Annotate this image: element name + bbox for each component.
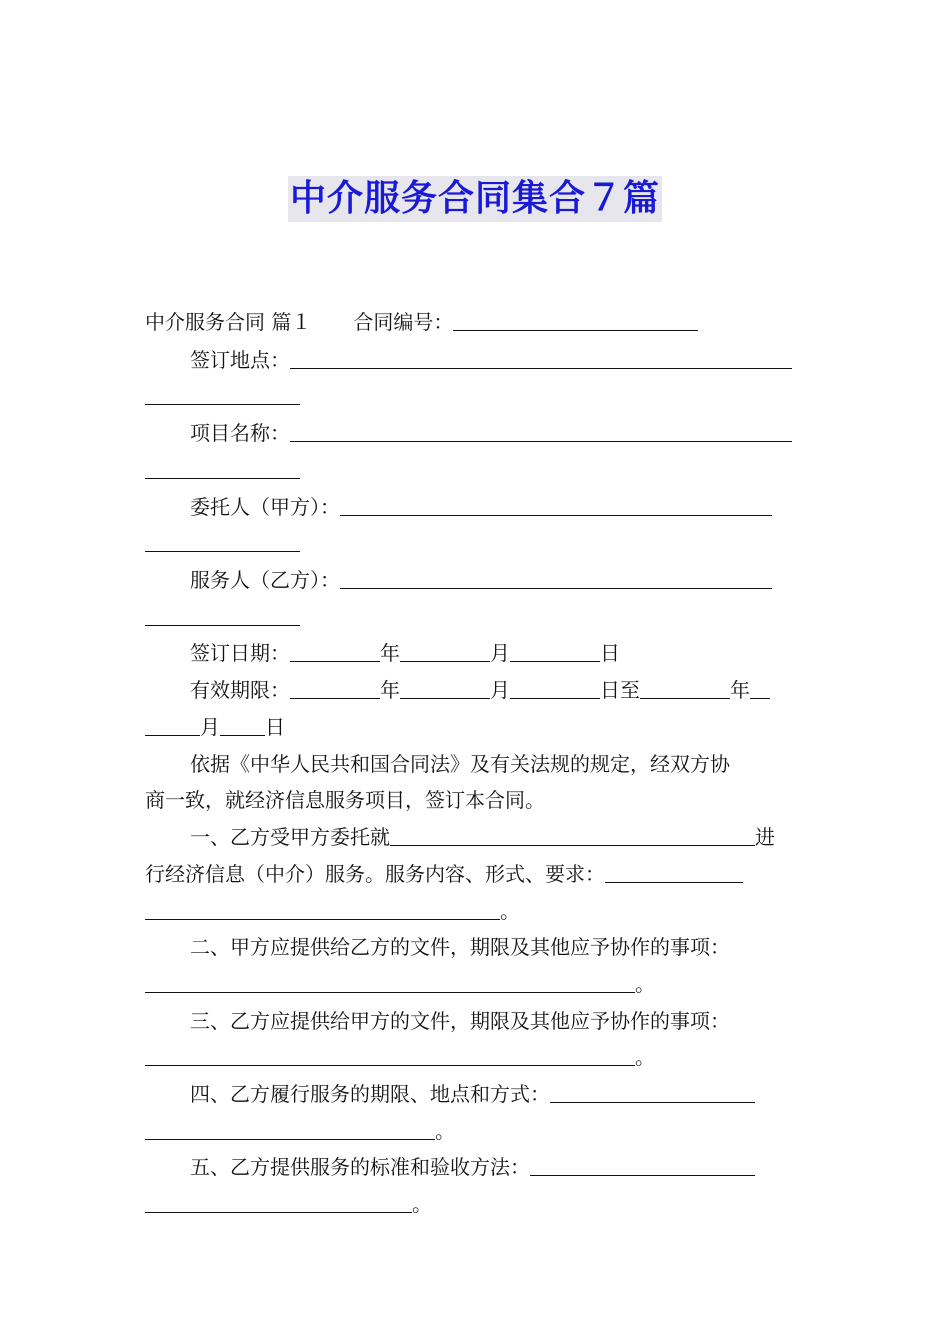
item-2-line-2 bbox=[145, 969, 805, 999]
item-2-text: 二、甲方应提供给乙方的文件，期限及其他应予协作的事项： bbox=[190, 935, 730, 959]
item-1-line-2 bbox=[145, 859, 805, 889]
month-label: 月 bbox=[490, 678, 510, 702]
day-label: 日 bbox=[265, 715, 285, 739]
month-label: 月 bbox=[200, 715, 220, 739]
item-1-line-3 bbox=[145, 896, 805, 926]
valid-end-day-blank[interactable] bbox=[220, 713, 265, 736]
project-name-label: 项目名称： bbox=[190, 421, 290, 445]
item-1-text-c: 行经济信息（中介）服务。服务内容、形式、要求： bbox=[145, 862, 605, 886]
day-label: 日 bbox=[600, 641, 620, 665]
item-4-text: 四、乙方履行服务的期限、地点和方式： bbox=[190, 1082, 550, 1106]
sign-year-blank[interactable] bbox=[290, 639, 380, 662]
contract-heading-line bbox=[145, 307, 805, 337]
valid-start-day-blank[interactable] bbox=[510, 676, 600, 699]
project-name-line bbox=[190, 418, 805, 448]
item-2-line-1 bbox=[190, 932, 805, 962]
item-1-line-1 bbox=[190, 822, 805, 852]
item-5-text: 五、乙方提供服务的标准和验收方法： bbox=[190, 1155, 530, 1179]
sign-place-blank-2[interactable] bbox=[145, 382, 300, 405]
sign-place-label: 签订地点： bbox=[190, 348, 290, 372]
project-name-line-2 bbox=[145, 455, 805, 485]
client-blank[interactable] bbox=[340, 493, 772, 516]
period-mark: 。 bbox=[500, 899, 520, 923]
valid-period-line-2 bbox=[145, 712, 805, 742]
valid-end-year-blank[interactable] bbox=[640, 676, 730, 699]
sign-place-line bbox=[190, 345, 805, 375]
day-label: 日 bbox=[600, 678, 620, 702]
basis-paragraph-text-1: 依据《中华人民共和国合同法》及有关法规的规定，经双方协 bbox=[190, 752, 730, 776]
sign-month-blank[interactable] bbox=[400, 639, 490, 662]
item-3-text: 三、乙方应提供给甲方的文件，期限及其他应予协作的事项： bbox=[190, 1009, 730, 1033]
basis-paragraph-line-1 bbox=[190, 749, 805, 779]
item-5-blank[interactable] bbox=[530, 1153, 755, 1176]
contract-number-label: 合同编号： bbox=[353, 310, 454, 334]
valid-start-month-blank[interactable] bbox=[400, 676, 490, 699]
client-line-2 bbox=[145, 528, 805, 558]
year-label: 年 bbox=[380, 641, 400, 665]
month-label: 月 bbox=[490, 641, 510, 665]
period-mark: 。 bbox=[435, 1119, 455, 1143]
sign-place-blank[interactable] bbox=[290, 346, 792, 369]
contract-number-blank[interactable] bbox=[453, 308, 698, 331]
basis-paragraph-text-2: 商一致，就经济信息服务项目，签订本合同。 bbox=[145, 788, 545, 812]
sign-place-line-2 bbox=[145, 381, 805, 411]
project-name-blank[interactable] bbox=[290, 419, 792, 442]
valid-period-label: 有效期限： bbox=[190, 678, 290, 702]
sign-date-line bbox=[190, 638, 805, 668]
server-label: 服务人（乙方）： bbox=[190, 568, 340, 592]
document-title bbox=[0, 176, 950, 222]
item-1-blank-content-2[interactable] bbox=[145, 897, 500, 920]
valid-start-year-blank[interactable] bbox=[290, 676, 380, 699]
item-1-blank-subject[interactable] bbox=[390, 823, 755, 846]
contract-section-label: 中介服务合同 篇１ bbox=[145, 310, 312, 334]
item-5-line-1 bbox=[190, 1152, 805, 1182]
year-label: 年 bbox=[730, 678, 750, 702]
valid-end-month-blank-a[interactable] bbox=[750, 676, 770, 699]
item-3-line-1 bbox=[190, 1006, 805, 1036]
item-1-text-b: 进 bbox=[755, 825, 775, 849]
server-line-2 bbox=[145, 602, 805, 632]
item-1-text-a: 一、乙方受甲方委托就 bbox=[190, 825, 390, 849]
client-blank-2[interactable] bbox=[145, 529, 300, 552]
item-5-line-2 bbox=[145, 1189, 805, 1219]
item-3-blank[interactable] bbox=[145, 1043, 635, 1066]
item-2-blank[interactable] bbox=[145, 970, 635, 993]
server-line bbox=[190, 565, 805, 595]
basis-paragraph-line-2 bbox=[145, 785, 805, 815]
period-mark: 。 bbox=[635, 1045, 655, 1069]
sign-day-blank[interactable] bbox=[510, 639, 600, 662]
item-4-blank[interactable] bbox=[550, 1080, 755, 1103]
period-mark: 。 bbox=[635, 972, 655, 996]
valid-end-month-blank-b[interactable] bbox=[145, 713, 200, 736]
project-name-blank-2[interactable] bbox=[145, 456, 300, 479]
server-blank[interactable] bbox=[340, 566, 772, 589]
server-blank-2[interactable] bbox=[145, 603, 300, 626]
item-1-blank-content[interactable] bbox=[605, 860, 743, 883]
sign-date-label: 签订日期： bbox=[190, 641, 290, 665]
period-mark: 。 bbox=[412, 1192, 432, 1216]
client-label: 委托人（甲方）： bbox=[190, 495, 340, 519]
item-4-line-2 bbox=[145, 1116, 805, 1146]
document-title-text: 中介服务合同集合７篇 bbox=[288, 176, 662, 222]
valid-period-line bbox=[190, 675, 805, 705]
item-3-line-2 bbox=[145, 1042, 805, 1072]
item-5-blank-2[interactable] bbox=[145, 1190, 412, 1213]
item-4-line-1 bbox=[190, 1079, 805, 1109]
to-label: 至 bbox=[620, 678, 640, 702]
item-4-blank-2[interactable] bbox=[145, 1117, 435, 1140]
year-label: 年 bbox=[380, 678, 400, 702]
client-line bbox=[190, 492, 805, 522]
